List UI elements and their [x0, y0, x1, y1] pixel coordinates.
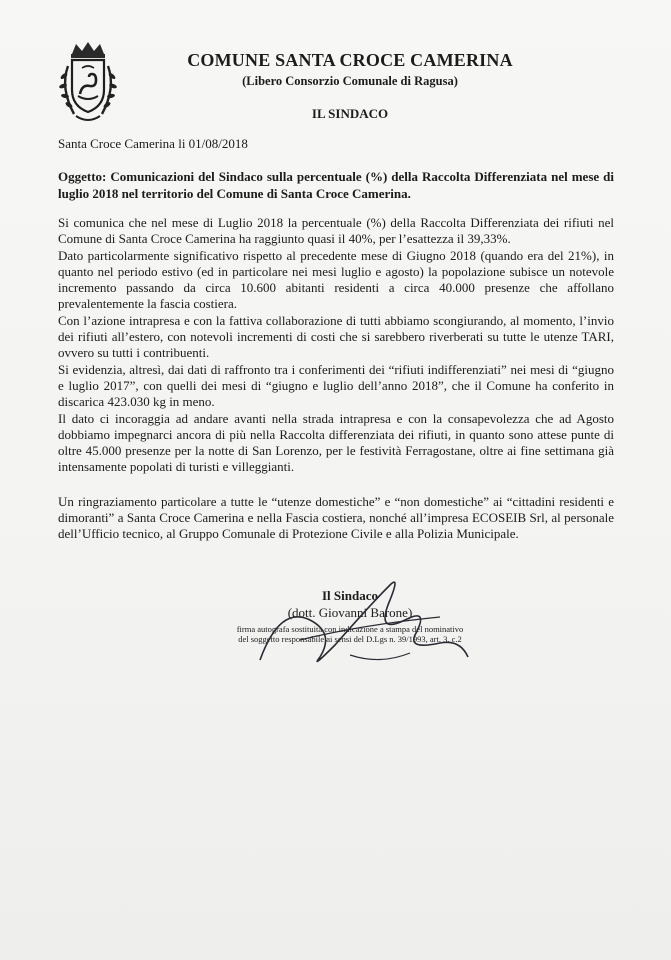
paragraph: Dato particolarmente significativo rispetto al precedente mese di Giugno 2018 (quando era del 21%), in quanto nel periodo estivo (ed in particolare nei mesi luglio e agosto) la popolazione subisce un notevole incremento passando da circa 10.600 abitanti residenti a circa 40.000 presenze che affollano prevalentemente la fascia costiera.: [58, 247, 614, 312]
subject-line: Oggetto: Comunicazioni del Sindaco sulla percentuale (%) della Raccolta Differenziata nel mese di luglio 2018 nel territorio del Comune di Santa Croce Camerina.: [58, 169, 614, 201]
signature-note-line: del soggetto responsabile ai sensi del D.Lgs n. 39/1993, art. 3, c.2: [238, 634, 462, 644]
signature-title: Il Sindaco: [322, 588, 378, 603]
municipal-crest-icon: [52, 40, 124, 126]
signature-note-line: firma autografa sostituita con indicazione a stampa del nominativo: [236, 624, 464, 634]
signature-block: [200, 588, 500, 644]
paragraph: Il dato ci incoraggia ad andare avanti nella strada intrapresa e con la consapevolezza che ad Agosto dobbiamo impegnarci ancora di più nella Raccolta differenziata dei rifiuti, in quanto sono attese punte di oltre 45.000 presenze per la notte di San Lorenzo, per le festività Ferragostane, oltre ai fine settimana già intensamente popolati di turisti e villeggianti.: [58, 410, 614, 475]
paragraph: Con l’azione intrapresa e con la fattiva collaborazione di tutti abbiamo scongiurando, al momento, l’invio dei rifiuti all’estero, con notevoli incrementi di costi che si sarebbero riverberati su tutte le utenze TARI, ovvero su tutti i contribuenti.: [58, 312, 614, 361]
signer-name: (dott. Giovanni Barone): [287, 605, 413, 620]
municipality-name: COMUNE SANTA CROCE CAMERINA: [187, 50, 513, 70]
paragraph: Si comunica che nel mese di Luglio 2018 la percentuale (%) della Raccolta Differenziata dei rifiuti nel Comune di Santa Croce Camerina ha raggiunto quasi il 40%, per l’esattezza il 39,33%.: [58, 215, 614, 247]
signature-note: [200, 624, 500, 644]
office-title: IL SINDACO: [311, 106, 389, 121]
letter-body: [58, 215, 614, 543]
place-and-date: Santa Croce Camerina li 01/08/2018: [58, 136, 248, 151]
paragraph: Un ringraziamento particolare a tutte le “utenze domestiche” e “non domestiche” ai “cittadini residenti e dimoranti” a Santa Croce Camerina e nella Fascia costiera, nonché all’impresa ECOSEIB Srl, al personale dell’Ufficio tecnico, al Gruppo Comunale di Protezione Civile e alla Polizia Municipale.: [58, 493, 614, 542]
letterhead: [130, 50, 570, 89]
paragraph: Si evidenzia, altresì, dai dati di raffronto tra i conferimenti dei “rifiuti indifferenziati” nei mesi di “giugno e luglio 2017”, con quelli dei mesi di “giugno e luglio dell’anno 2018”, che il Comune ha conferito in discarica 423.030 kg in meno.: [58, 361, 614, 410]
consortium-name: (Libero Consorzio Comunale di Ragusa): [242, 74, 458, 88]
